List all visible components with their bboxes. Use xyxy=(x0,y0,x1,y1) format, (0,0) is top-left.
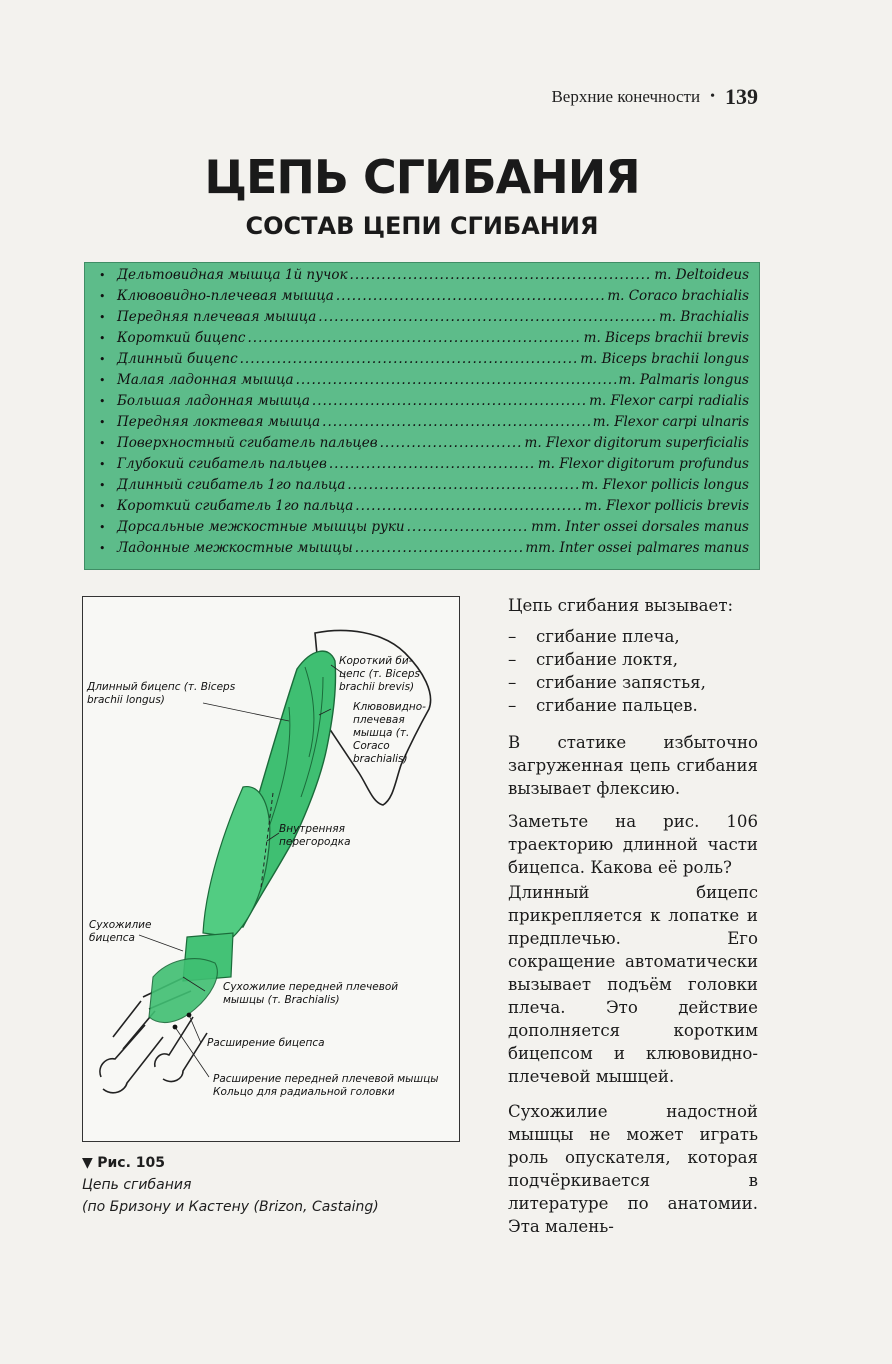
running-header xyxy=(551,84,758,110)
muscle-name-latin: m. Flexor pollicis brevis xyxy=(584,498,749,514)
paragraph-figure-ref: Заметьте на рис. 106 траекторию длинной части бицепса. Какова её роль? xyxy=(508,812,758,877)
leader-dots xyxy=(355,540,524,556)
list-item: – сгибание локтя, xyxy=(508,650,678,669)
muscle-name-latin: m. Flexor carpi radialis xyxy=(589,393,749,409)
leader-dots xyxy=(350,267,653,283)
label-coraco-brachialis: Клювовидно- плечевая мышца (т. Coraco brachialis) xyxy=(353,701,426,765)
leader-dots xyxy=(318,309,657,325)
page-number: 139 xyxy=(725,84,758,109)
muscle-name-ru: Короткий сгибатель 1го пальца xyxy=(117,498,354,514)
triangle-down-icon: ▼ xyxy=(82,1155,93,1171)
muscle-row xyxy=(99,267,749,288)
muscle-row xyxy=(99,309,749,330)
muscle-row xyxy=(99,498,749,519)
bullet: • xyxy=(99,332,106,345)
label-biceps-tendon: Сухожилие бицепса xyxy=(89,919,152,944)
bullet: • xyxy=(99,269,106,282)
figure-flexion-chain xyxy=(82,596,460,1142)
list-item: – сгибание плеча, xyxy=(508,627,680,646)
leader-dots xyxy=(322,414,591,430)
label-short-biceps: Короткий би- цепс (т. Biceps brachii brevis) xyxy=(339,655,420,693)
bullet: • xyxy=(99,479,106,492)
muscle-row xyxy=(99,372,749,393)
muscle-name-latin: m. Coraco brachialis xyxy=(607,288,749,304)
paragraph-statics: В статике избыточно загруженная цепь сгибания вызывает флексию. xyxy=(508,733,758,798)
muscle-name-ru: Глубокий сгибатель пальцев xyxy=(117,456,327,472)
leader-dots xyxy=(336,288,605,304)
leader-dots xyxy=(296,372,617,388)
muscle-name-ru: Длинный сгибатель 1го пальца xyxy=(117,477,346,493)
muscle-name-latin: m. Deltoideus xyxy=(654,267,749,283)
caption-line-2: (по Бризону и Кастену (Brizon, Castaing) xyxy=(82,1199,379,1215)
paragraph-long-biceps: Длинный бицепс прикрепляется к лопатке и предплечью. Его сокращение автоматически вызывает подъём головки плеча. Это действие дополняется коротким бицепсом и клювовидно-плечевой мышцей. xyxy=(508,883,758,1086)
muscle-row xyxy=(99,435,749,456)
leader-dots xyxy=(312,393,587,409)
muscle-name-latin: m. Palmaris longus xyxy=(618,372,749,388)
muscle-row xyxy=(99,519,749,540)
label-radial-ring: Кольцо для радиальной головки xyxy=(213,1086,395,1098)
muscle-name-latin: m. Biceps brachii brevis xyxy=(583,330,749,346)
label-brachialis-tendon: Сухожилие передней плечевой мышцы (т. Brachialis) xyxy=(223,981,399,1006)
section-name: Верхние конечности xyxy=(551,87,701,106)
label-brachialis-expansion: Расширение передней плечевой мышцы xyxy=(213,1073,439,1085)
muscle-name-ru: Передняя локтевая мышца xyxy=(117,414,321,430)
muscle-name-latin: m. Flexor digitorum superficialis xyxy=(524,435,749,451)
muscle-name-ru: Клювовидно-плечевая мышца xyxy=(117,288,334,304)
leader-dots xyxy=(407,519,530,535)
muscle-row xyxy=(99,330,749,351)
muscle-name-latin: mm. Inter ossei palmares manus xyxy=(525,540,749,556)
label-biceps-expansion: Расширение бицепса xyxy=(207,1037,325,1049)
figure-caption xyxy=(82,1152,462,1218)
muscle-name-ru: Малая ладонная мышца xyxy=(117,372,294,388)
action-list xyxy=(508,625,758,717)
muscle-row xyxy=(99,288,749,309)
muscle-name-latin: m. Flexor carpi ulnaris xyxy=(592,414,749,430)
list-item: – сгибание запястья, xyxy=(508,673,706,692)
muscle-name-ru: Поверхностный сгибатель пальцев xyxy=(117,435,378,451)
muscle-name-latin: m. Flexor digitorum profundus xyxy=(537,456,749,472)
muscle-row xyxy=(99,456,749,477)
bullet: • xyxy=(99,311,106,324)
paragraph-supraspinatus: Сухожилие надостной мышцы не может играть роль опускателя, которая подчёркивается в литературе по анатомии. Эта малень- xyxy=(508,1102,758,1236)
bullet: • xyxy=(99,395,106,408)
muscle-row xyxy=(99,540,749,561)
label-long-biceps: Длинный бицепс (т. Biceps brachii longus) xyxy=(87,681,236,706)
bullet: • xyxy=(99,353,106,366)
muscle-name-latin: m. Biceps brachii longus xyxy=(580,351,749,367)
header-separator: • xyxy=(710,89,715,104)
bullet: • xyxy=(99,521,106,534)
leader-dots xyxy=(329,456,536,472)
caption-line-1: Цепь сгибания xyxy=(82,1177,192,1193)
body-text xyxy=(508,594,758,1238)
bullet: • xyxy=(99,290,106,303)
list-item: – сгибание пальцев. xyxy=(508,696,698,715)
chapter-title: ЦЕПЬ СГИБАНИЯ xyxy=(204,150,640,204)
muscle-list-box xyxy=(84,262,760,570)
muscle-row xyxy=(99,351,749,372)
bullet: • xyxy=(99,416,106,429)
muscle-name-ru: Большая ладонная мышца xyxy=(117,393,310,409)
muscle-name-ru: Длинный бицепс xyxy=(117,351,238,367)
muscle-row xyxy=(99,393,749,414)
leader-dots xyxy=(355,498,582,514)
bullet: • xyxy=(99,458,106,471)
bullet: • xyxy=(99,500,106,513)
muscle-row xyxy=(99,414,749,435)
section-subtitle: СОСТАВ ЦЕПИ СГИБАНИЯ xyxy=(245,212,599,240)
bullet: • xyxy=(99,374,106,387)
muscle-name-latin: m. Flexor pollicis longus xyxy=(581,477,749,493)
muscle-name-latin: m. Brachialis xyxy=(659,309,749,325)
muscle-name-ru: Дельтовидная мышца 1й пучок xyxy=(117,267,348,283)
bullet: • xyxy=(99,542,106,555)
bullet: • xyxy=(99,437,106,450)
muscle-row xyxy=(99,477,749,498)
leader-dots xyxy=(380,435,523,451)
leader-dots xyxy=(240,351,579,367)
muscle-name-latin: mm. Inter ossei dorsales manus xyxy=(531,519,749,535)
muscle-name-ru: Передняя плечевая мышца xyxy=(117,309,317,325)
muscle-name-ru: Дорсальные межкостные мышцы руки xyxy=(117,519,405,535)
leader-dots xyxy=(248,330,582,346)
leader-dots xyxy=(347,477,579,493)
intro-paragraph: Цепь сгибания вызывает: xyxy=(508,596,734,615)
caption-number: Рис. 105 xyxy=(97,1155,166,1171)
muscle-name-ru: Короткий бицепс xyxy=(117,330,246,346)
muscle-name-ru: Ладонные межкостные мышцы xyxy=(117,540,353,556)
label-septum: Внутренняя перегородка xyxy=(279,823,351,848)
